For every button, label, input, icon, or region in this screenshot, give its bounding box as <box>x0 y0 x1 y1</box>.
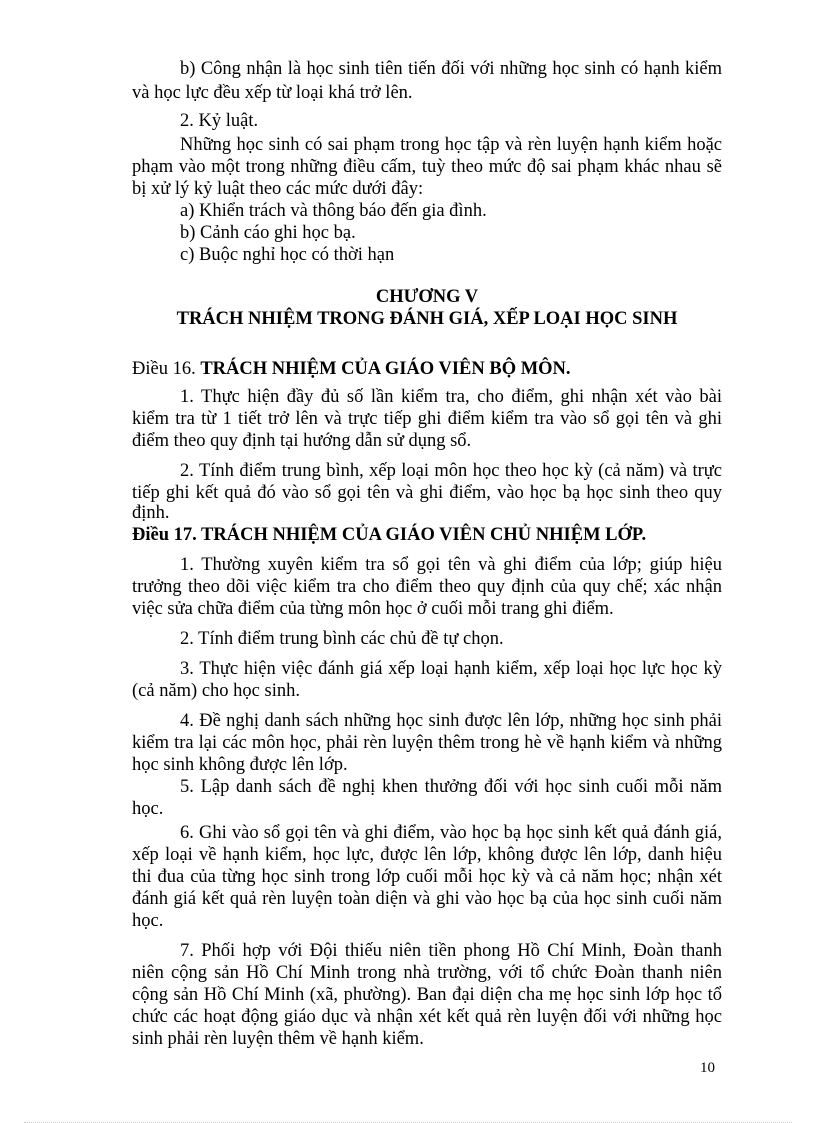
text-line: định. <box>132 503 170 523</box>
text-line: bị xử lý kỷ luật theo các mức dưới đây: <box>132 179 424 199</box>
chapter-heading: TRÁCH NHIỆM TRONG ĐÁNH GIÁ, XẾP LOẠI HỌC SINH <box>176 309 678 329</box>
text-line: và học lực đều xếp từ loại khá trở lên. <box>132 83 413 103</box>
text-line: xếp loại về hạnh kiểm, học lực, được lên lớp, không được lên lớp, danh hiệu <box>132 845 722 865</box>
text-line: chức các hoạt động giáo dục và nhận xét kết quả rèn luyện đối với những học <box>132 1007 722 1027</box>
text-line: (cả năm) cho học sinh. <box>132 681 300 701</box>
text-line: điểm theo quy định tại hướng dẫn sử dụng sổ. <box>132 431 472 451</box>
text-line: 6. Ghi vào sổ gọi tên và ghi điểm, vào học bạ học sinh kết quả đánh giá, <box>180 823 722 843</box>
article-heading: Điều 17. TRÁCH NHIỆM CỦA GIÁO VIÊN CHỦ NHIỆM LỚP. <box>132 525 647 545</box>
text-line: 2. Kỷ luật. <box>180 111 259 131</box>
text-line: học sinh không được lên lớp. <box>132 755 348 775</box>
text-line: trưởng theo dõi việc kiểm tra cho điểm theo quy định của quy chế; xác nhận <box>132 577 722 597</box>
text-line: niên cộng sản Hồ Chí Minh trong nhà trường, với tổ chức Đoàn thanh niên <box>132 963 722 983</box>
text-line: thi đua của từng học sinh trong lớp cuối mỗi học kỳ và cả năm học; nhận xét <box>132 867 722 887</box>
text-line: b) Cảnh cáo ghi học bạ. <box>180 223 356 243</box>
text-line: 3. Thực hiện việc đánh giá xếp loại hạnh kiểm, xếp loại học lực học kỳ <box>180 659 722 679</box>
text-line: học. <box>132 911 164 931</box>
text-line: sinh phải rèn luyện thêm về hạnh kiểm. <box>132 1029 424 1049</box>
text-line: cộng sản Hồ Chí Minh (xã, phường). Ban đại diện cha mẹ học sinh lớp học tổ <box>132 985 722 1005</box>
article-title: TRÁCH NHIỆM CỦA GIÁO VIÊN BỘ MÔN. <box>200 359 571 379</box>
text-line: Những học sinh có sai phạm trong học tập và rèn luyện hạnh kiểm hoặc <box>180 135 722 155</box>
chapter-title: CHƯƠNG V <box>375 287 479 307</box>
text-line: 1. Thường xuyên kiểm tra sổ gọi tên và ghi điểm của lớp; giúp hiệu <box>180 555 722 575</box>
page-number: 10 <box>700 1060 715 1076</box>
text-line: c) Buộc nghỉ học có thời hạn <box>180 245 395 265</box>
text-line: tiếp ghi kết quả đó vào sổ gọi tên và ghi điểm, vào học bạ học sinh theo quy <box>132 483 722 503</box>
article-heading <box>132 358 722 380</box>
text-line: kiểm tra lại các môn học, phải rèn luyện thêm trong hè về hạnh kiểm và những <box>132 733 722 753</box>
text-line: 2. Tính điểm trung bình các chủ đề tự chọn. <box>180 629 504 649</box>
text-line: đánh giá kết quả rèn luyện toàn diện và ghi vào học bạ của học sinh cuối năm <box>132 889 722 909</box>
text-line: 1. Thực hiện đầy đủ số lần kiểm tra, cho điểm, ghi nhận xét vào bài <box>180 387 722 407</box>
article-number: Điều 16. <box>132 359 196 379</box>
text-line: 7. Phối hợp với Đội thiếu niên tiền phong Hồ Chí Minh, Đoàn thanh <box>180 941 722 961</box>
text-line: học. <box>132 799 164 819</box>
text-line: b) Công nhận là học sinh tiên tiến đối với những học sinh có hạnh kiểm <box>180 59 722 79</box>
text-line: 4. Đề nghị danh sách những học sinh được lên lớp, những học sinh phải <box>180 711 722 731</box>
text-line: phạm vào một trong những điều cấm, tuỳ theo mức độ sai phạm khác nhau sẽ <box>132 157 722 177</box>
text-line: a) Khiển trách và thông báo đến gia đình. <box>180 201 487 221</box>
text-line: kiểm tra từ 1 tiết trở lên và trực tiếp ghi điểm kiểm tra vào sổ gọi tên và ghi <box>132 409 722 429</box>
text-line: 5. Lập danh sách đề nghị khen thưởng đối với học sinh cuối mỗi năm <box>180 777 722 797</box>
text-line: việc sửa chữa điểm của từng môn học ở cuối mỗi trang ghi điểm. <box>132 599 614 619</box>
text-line: 2. Tính điểm trung bình, xếp loại môn học theo học kỳ (cả năm) và trực <box>180 461 722 481</box>
